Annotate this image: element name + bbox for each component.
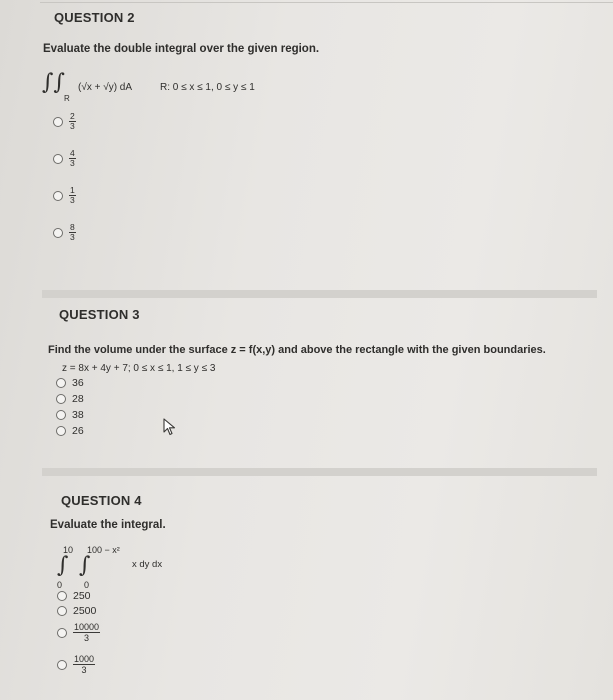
radio-button[interactable]	[53, 191, 63, 201]
region-bounds: R: 0 ≤ x ≤ 1, 0 ≤ y ≤ 1	[160, 82, 255, 93]
outer-lower-limit: 0	[57, 580, 63, 590]
radio-button[interactable]	[53, 154, 63, 164]
mouse-cursor-icon	[163, 418, 177, 436]
radio-button[interactable]	[57, 606, 67, 616]
q2-option-3[interactable]	[53, 186, 76, 205]
q3-option-2[interactable]	[56, 393, 84, 405]
q4-option-4[interactable]	[57, 654, 95, 675]
option-label: 250	[73, 590, 91, 602]
q3-option-4[interactable]	[56, 425, 84, 437]
question-3-heading: QUESTION 3	[59, 307, 140, 322]
inner-integral-sign: ∫	[79, 553, 91, 578]
q3-option-3[interactable]	[56, 409, 84, 421]
outer-integral-sign: ∫	[57, 553, 69, 578]
option-fraction: $\frac{4}{3}$	[70, 148, 75, 168]
option-label: 28	[72, 393, 84, 405]
question-4-heading: QUESTION 4	[61, 493, 142, 508]
q2-option-1[interactable]	[53, 112, 76, 131]
inner-lower-limit: 0	[84, 580, 90, 590]
radio-button[interactable]	[56, 394, 66, 404]
region-subscript: R	[64, 94, 70, 103]
question-3-prompt: Find the volume under the surface z = f(x,y) and above the rectangle with the given boundaries.	[48, 344, 546, 356]
question-2-integral	[42, 70, 342, 106]
option-fraction: $\frac{8}{3}$	[70, 222, 75, 242]
option-label: 36	[72, 377, 84, 389]
option-fraction: $\frac{1000}{3}$	[74, 654, 95, 675]
section-separator	[42, 468, 597, 476]
q2-option-2[interactable]	[53, 149, 76, 168]
question-2-heading: QUESTION 2	[54, 10, 135, 25]
question-4-integral	[55, 545, 255, 591]
top-divider	[40, 2, 613, 3]
radio-button[interactable]	[56, 410, 66, 420]
outer-upper-limit: 10	[63, 545, 74, 555]
radio-button[interactable]	[56, 426, 66, 436]
radio-button[interactable]	[53, 228, 63, 238]
section-separator	[42, 290, 597, 298]
option-fraction: $\frac{10000}{3}$	[74, 622, 100, 643]
q3-option-1[interactable]	[56, 377, 84, 389]
radio-button[interactable]	[56, 378, 66, 388]
q2-option-4[interactable]	[53, 223, 76, 242]
q4-option-2[interactable]	[57, 605, 96, 617]
radio-button[interactable]	[53, 117, 63, 127]
question-2-prompt: Evaluate the double integral over the given region.	[43, 43, 320, 55]
radio-button[interactable]	[57, 628, 67, 638]
option-label: 2500	[73, 605, 97, 617]
radio-button[interactable]	[57, 591, 67, 601]
question-4-prompt: Evaluate the integral.	[50, 519, 166, 531]
question-3-expression: z = 8x + 4y + 7; 0 ≤ x ≤ 1, 1 ≤ y ≤ 3	[62, 363, 216, 374]
option-fraction: $\frac{2}{3}$	[70, 111, 75, 131]
option-label: 38	[72, 409, 84, 421]
q4-option-3[interactable]	[57, 622, 100, 643]
inner-upper-limit: 100 − x²	[87, 545, 120, 555]
integrand: (√x + √y) dA	[78, 82, 133, 93]
option-label: 26	[72, 425, 84, 437]
double-integral-sign: ∫∫	[42, 70, 65, 95]
integrand: x dy dx	[132, 559, 163, 570]
radio-button[interactable]	[57, 660, 67, 670]
q4-option-1[interactable]	[57, 590, 91, 602]
option-fraction: $\frac{1}{3}$	[70, 185, 75, 205]
